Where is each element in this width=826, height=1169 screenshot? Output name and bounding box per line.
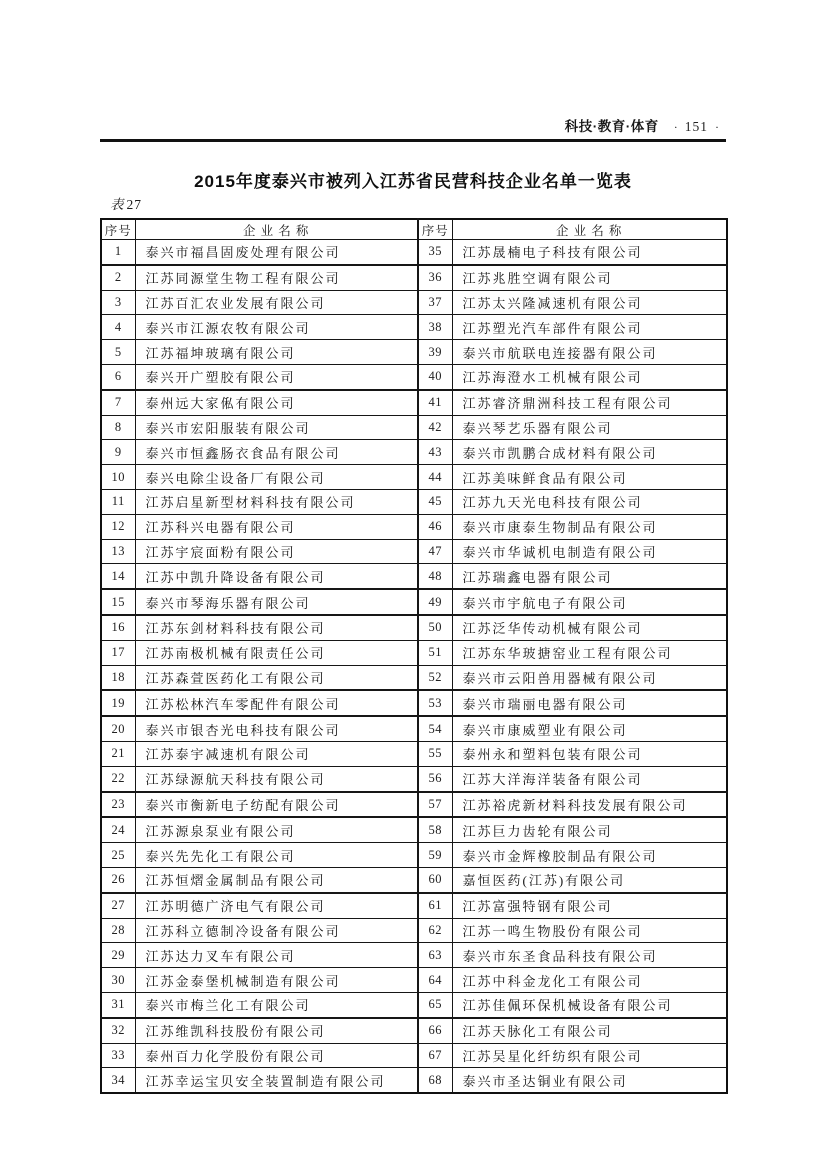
row-number-cell: 33 [101,1043,135,1068]
row-number-cell: 49 [418,589,452,615]
company-name-cell: 泰州永和塑料包装有限公司 [452,741,727,766]
table-row [101,364,727,389]
company-name-cell: 泰兴市康威塑业有限公司 [452,716,727,741]
company-name-cell: 泰兴市恒鑫肠衣食品有限公司 [135,440,418,465]
row-number-cell: 34 [101,1068,135,1093]
company-name-cell: 江苏科兴电器有限公司 [135,514,418,539]
row-number-cell: 41 [418,390,452,415]
company-name-cell: 江苏启星新型材料科技有限公司 [135,489,418,514]
table-row [101,415,727,440]
row-number-cell: 65 [418,992,452,1017]
row-number-cell: 64 [418,968,452,993]
table-row [101,968,727,993]
company-name-cell: 泰兴市凯鹏合成材料有限公司 [452,440,727,465]
page-number: 151 [684,119,708,134]
company-name-cell: 江苏中科金龙化工有限公司 [452,968,727,993]
company-name-cell: 泰州远大家俬有限公司 [135,390,418,415]
company-name-cell: 泰兴市宏阳服装有限公司 [135,415,418,440]
company-name-cell: 江苏幸运宝贝安全装置制造有限公司 [135,1068,418,1093]
company-name-cell: 泰兴市宇航电子有限公司 [452,589,727,615]
row-number-cell: 6 [101,364,135,389]
document-title: 2015年度泰兴市被列入江苏省民营科技企业名单一览表 [194,172,632,191]
table-row [101,589,727,615]
company-name-cell: 江苏裕虎新材料科技发展有限公司 [452,792,727,818]
row-number-cell: 8 [101,415,135,440]
company-name-cell: 江苏恒熠金属制品有限公司 [135,867,418,892]
row-number-cell: 27 [101,893,135,918]
table-row [101,690,727,716]
header-no-right: 序号 [418,219,452,240]
row-number-cell: 9 [101,440,135,465]
header-no-left: 序号 [101,219,135,240]
header-name-right: 企 业 名 称 [452,219,727,240]
row-number-cell: 28 [101,918,135,943]
row-number-cell: 37 [418,290,452,315]
row-number-cell: 29 [101,943,135,968]
company-name-cell: 泰兴市云阳兽用器械有限公司 [452,665,727,690]
row-number-cell: 17 [101,640,135,665]
row-number-cell: 16 [101,615,135,640]
row-number-cell: 25 [101,843,135,868]
table-row [101,1068,727,1093]
row-number-cell: 21 [101,741,135,766]
company-name-cell: 江苏瑞鑫电器有限公司 [452,564,727,589]
company-name-cell: 泰兴市华诚机电制造有限公司 [452,539,727,564]
row-number-cell: 5 [101,340,135,365]
company-name-cell: 江苏源泉泵业有限公司 [135,817,418,842]
company-name-cell: 江苏科立德制冷设备有限公司 [135,918,418,943]
row-number-cell: 40 [418,364,452,389]
company-name-cell: 江苏睿济鼎洲科技工程有限公司 [452,390,727,415]
company-name-cell: 江苏泛华传动机械有限公司 [452,615,727,640]
table-row [101,741,727,766]
table-row [101,716,727,741]
table-row [101,265,727,290]
row-number-cell: 61 [418,893,452,918]
company-name-cell: 泰兴市江源农牧有限公司 [135,315,418,340]
company-name-cell: 江苏九天光电科技有限公司 [452,489,727,514]
row-number-cell: 59 [418,843,452,868]
row-number-cell: 50 [418,615,452,640]
table-header-row [101,219,727,240]
company-name-cell: 江苏泰宇减速机有限公司 [135,741,418,766]
table-row [101,943,727,968]
table-row [101,340,727,365]
row-number-cell: 58 [418,817,452,842]
company-name-cell: 江苏一鸣生物股份有限公司 [452,918,727,943]
row-number-cell: 11 [101,489,135,514]
row-number-cell: 44 [418,465,452,490]
company-name-cell: 泰兴电除尘设备厂有限公司 [135,465,418,490]
company-name-cell: 江苏佳佩环保机械设备有限公司 [452,992,727,1017]
row-number-cell: 46 [418,514,452,539]
header-name-left: 企 业 名 称 [135,219,418,240]
table-row [101,843,727,868]
company-name-cell: 泰兴市福昌固废处理有限公司 [135,240,418,265]
row-number-cell: 47 [418,539,452,564]
company-name-cell: 江苏东剑材料科技有限公司 [135,615,418,640]
row-number-cell: 32 [101,1018,135,1043]
company-name-cell: 江苏绿源航天科技有限公司 [135,766,418,791]
table-label [110,193,142,213]
row-number-cell: 57 [418,792,452,818]
company-name-cell: 江苏福坤玻璃有限公司 [135,340,418,365]
row-number-cell: 42 [418,415,452,440]
table-row [101,240,727,265]
company-name-cell: 江苏美味鲜食品有限公司 [452,465,727,490]
company-name-cell: 江苏东华玻搪窑业工程有限公司 [452,640,727,665]
company-name-cell: 泰兴市银杏光电科技有限公司 [135,716,418,741]
row-number-cell: 24 [101,817,135,842]
table-row [101,1018,727,1043]
company-name-cell: 江苏宇宸面粉有限公司 [135,539,418,564]
row-number-cell: 62 [418,918,452,943]
table-header [101,219,727,240]
row-number-cell: 13 [101,539,135,564]
company-name-cell: 江苏晟楠电子科技有限公司 [452,240,727,265]
row-number-cell: 54 [418,716,452,741]
company-name-cell: 江苏百汇农业发展有限公司 [135,290,418,315]
section-label: 科技·教育·体育 [564,119,659,134]
company-name-cell: 泰兴市康泰生物制品有限公司 [452,514,727,539]
company-name-cell: 江苏同源堂生物工程有限公司 [135,265,418,290]
company-name-cell: 江苏巨力齿轮有限公司 [452,817,727,842]
row-number-cell: 63 [418,943,452,968]
table-row [101,315,727,340]
row-number-cell: 18 [101,665,135,690]
table-row [101,665,727,690]
table-row [101,290,727,315]
row-number-cell: 30 [101,968,135,993]
row-number-cell: 43 [418,440,452,465]
row-number-cell: 68 [418,1068,452,1093]
table-row [101,539,727,564]
row-number-cell: 20 [101,716,135,741]
row-number-cell: 51 [418,640,452,665]
row-number-cell: 56 [418,766,452,791]
company-name-cell: 泰兴市瑞丽电器有限公司 [452,690,727,716]
table-row [101,867,727,892]
row-number-cell: 38 [418,315,452,340]
row-number-cell: 26 [101,867,135,892]
row-number-cell: 67 [418,1043,452,1068]
company-name-cell: 泰兴市圣达铜业有限公司 [452,1068,727,1093]
table-row [101,440,727,465]
page-number-group [667,119,726,134]
running-header [100,115,726,136]
company-name-cell: 江苏塑光汽车部件有限公司 [452,315,727,340]
company-name-cell: 泰兴市衡新电子纺配有限公司 [135,792,418,818]
company-name-cell: 江苏达力叉车有限公司 [135,943,418,968]
table-row [101,564,727,589]
page-number-right-dot: · [715,120,719,134]
company-name-cell: 泰兴先先化工有限公司 [135,843,418,868]
table-row [101,893,727,918]
row-number-cell: 22 [101,766,135,791]
company-name-cell: 江苏天脉化工有限公司 [452,1018,727,1043]
company-name-cell: 泰兴市琴海乐器有限公司 [135,589,418,615]
company-name-cell: 江苏松林汽车零配件有限公司 [135,690,418,716]
row-number-cell: 4 [101,315,135,340]
row-number-cell: 55 [418,741,452,766]
row-number-cell: 19 [101,690,135,716]
row-number-cell: 36 [418,265,452,290]
company-name-cell: 泰兴市梅兰化工有限公司 [135,992,418,1017]
row-number-cell: 52 [418,665,452,690]
row-number-cell: 3 [101,290,135,315]
company-name-cell: 江苏金泰堡机械制造有限公司 [135,968,418,993]
row-number-cell: 53 [418,690,452,716]
company-name-cell: 嘉恒医药(江苏)有限公司 [452,867,727,892]
table-row [101,992,727,1017]
company-name-cell: 江苏富强特钢有限公司 [452,893,727,918]
table-row [101,640,727,665]
table-row [101,390,727,415]
company-name-cell: 江苏明德广济电气有限公司 [135,893,418,918]
company-name-cell: 江苏南极机械有限责任公司 [135,640,418,665]
company-name-cell: 泰兴开广塑胶有限公司 [135,364,418,389]
company-name-cell: 泰兴市东圣食品科技有限公司 [452,943,727,968]
row-number-cell: 2 [101,265,135,290]
row-number-cell: 66 [418,1018,452,1043]
row-number-cell: 45 [418,489,452,514]
table-row [101,918,727,943]
company-name-cell: 泰兴琴艺乐器有限公司 [452,415,727,440]
table-label-prefix: 表 [110,197,124,212]
table-row [101,792,727,818]
company-name-cell: 江苏森萱医药化工有限公司 [135,665,418,690]
row-number-cell: 14 [101,564,135,589]
table-label-number: 27 [126,197,142,212]
company-name-cell: 江苏大洋海洋装备有限公司 [452,766,727,791]
company-name-cell: 泰州百力化学股份有限公司 [135,1043,418,1068]
company-name-cell: 江苏海澄水工机械有限公司 [452,364,727,389]
table-row [101,489,727,514]
table-row [101,1043,727,1068]
row-number-cell: 15 [101,589,135,615]
company-name-cell: 江苏兆胜空调有限公司 [452,265,727,290]
table-row [101,465,727,490]
row-number-cell: 35 [418,240,452,265]
table-row [101,514,727,539]
row-number-cell: 1 [101,240,135,265]
company-name-cell: 泰兴市航联电连接器有限公司 [452,340,727,365]
company-name-cell: 江苏吴星化纤纺织有限公司 [452,1043,727,1068]
table-row [101,615,727,640]
row-number-cell: 7 [101,390,135,415]
table-row [101,766,727,791]
page-number-left-dot: · [673,120,678,134]
company-roster-table [100,218,728,1094]
row-number-cell: 12 [101,514,135,539]
row-number-cell: 23 [101,792,135,818]
header-rule [100,139,726,142]
row-number-cell: 10 [101,465,135,490]
table-body [101,240,727,1094]
table-row [101,817,727,842]
row-number-cell: 48 [418,564,452,589]
company-name-cell: 江苏中凯升降设备有限公司 [135,564,418,589]
row-number-cell: 31 [101,992,135,1017]
company-name-cell: 江苏太兴隆减速机有限公司 [452,290,727,315]
row-number-cell: 39 [418,340,452,365]
company-name-cell: 江苏维凯科技股份有限公司 [135,1018,418,1043]
company-name-cell: 泰兴市金辉橡胶制品有限公司 [452,843,727,868]
row-number-cell: 60 [418,867,452,892]
